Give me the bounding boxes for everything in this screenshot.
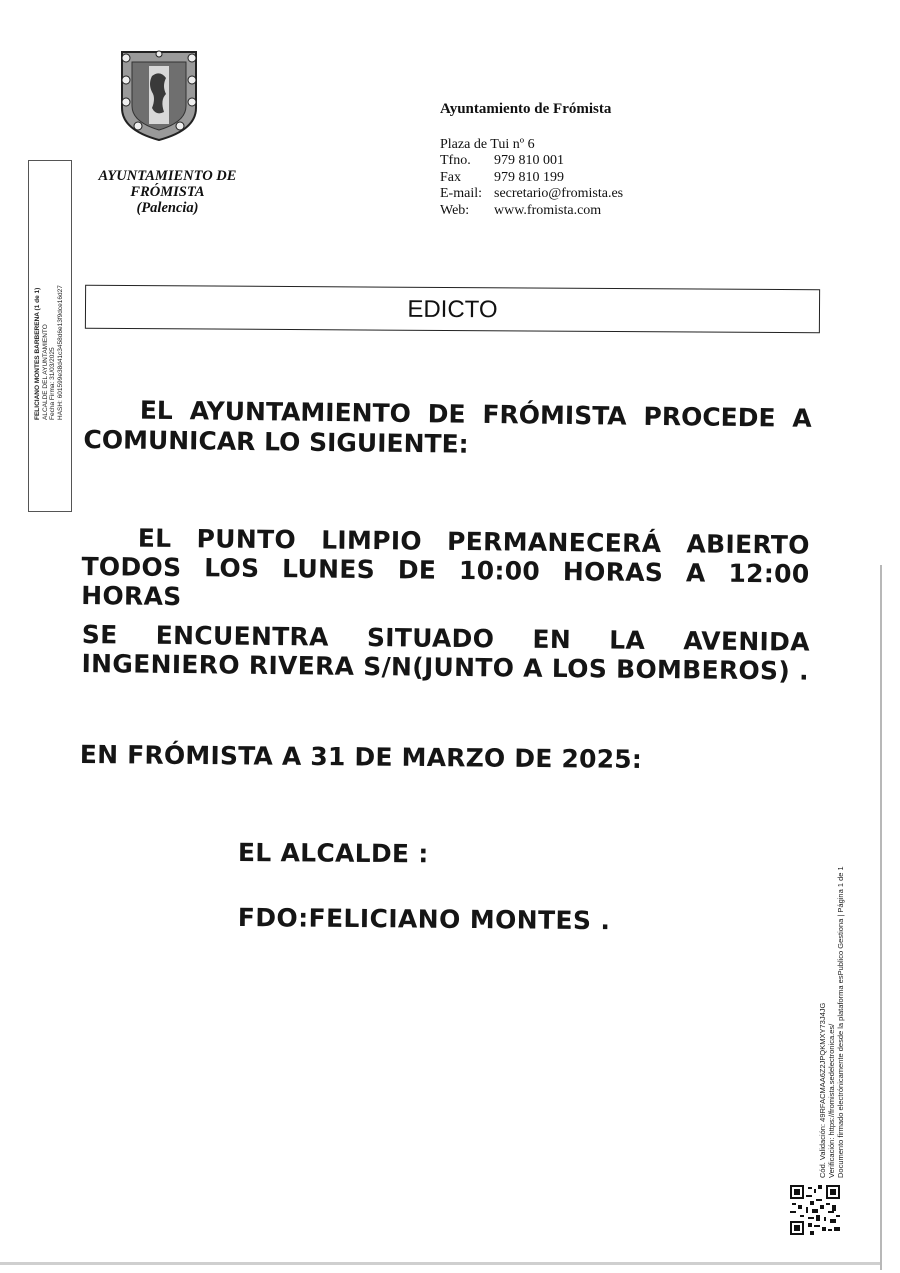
contact-value: 979 810 001 xyxy=(494,153,564,168)
contact-label: Tfno. xyxy=(440,153,471,168)
validation-code: Cód. Validación: 49RFACMAA6Z2JPQKMXY73J4JG xyxy=(818,1002,827,1178)
document-title: EDICTO xyxy=(407,295,498,324)
organization-line3: (Palencia) xyxy=(136,200,199,216)
signature-hash: HASH: 601599e38d41c3458d6e13f9dce16d27 xyxy=(56,285,64,420)
contact-web xyxy=(440,203,623,220)
signer-role: EL ALCALDE : xyxy=(237,838,429,869)
signature-stamp-text xyxy=(34,120,64,420)
opening-hours-paragraph: EL PUNTO LIMPIO PERMANECERÁ ABIERTO TODOS LOS LUNES DE 10:00 HORAS A 12:00 HORAS xyxy=(81,523,810,612)
contact-phone xyxy=(440,153,623,170)
contact-value: 979 810 199 xyxy=(494,169,564,185)
contact-label: Fax xyxy=(440,169,461,185)
contact-email xyxy=(440,186,623,203)
signature-signer: FELICIANO MONTES BARBERENA (1 de 1) xyxy=(34,287,41,420)
contact-address: Plaza de Tui nº 6 xyxy=(440,136,535,152)
contact-value: www.fromista.com xyxy=(494,202,602,218)
location-paragraph: SE ENCUENTRA SITUADO EN LA AVENIDA INGENIERO RIVERA S/N(JUNTO A LOS BOMBEROS) . xyxy=(81,620,810,686)
document-title-box xyxy=(85,285,820,333)
organization-line2: FRÓMISTA xyxy=(130,184,205,200)
contact-block xyxy=(440,101,623,219)
signer-name: FDO:FELICIANO MONTES . xyxy=(237,903,611,936)
organization-name xyxy=(80,168,255,216)
organization-line1: AYUNTAMIENTO DE xyxy=(98,168,237,184)
contact-label: E-mail: xyxy=(440,186,482,201)
verification-text xyxy=(818,758,845,1178)
signature-platform-note: Documento firmado electrónicamente desde la plataforma esPublico Gestiona | Página 1 de 1 xyxy=(836,866,845,1178)
scan-edge xyxy=(0,1262,880,1265)
verification-url: Verificación: https://fromista.sedelectronica.es/ xyxy=(827,1023,836,1178)
coat-of-arms-icon xyxy=(116,46,202,144)
signature-date: Fecha Firma: 31/03/2025 xyxy=(49,347,56,420)
date-line: EN FRÓMISTA A 31 DE MARZO DE 2025: xyxy=(79,740,643,774)
scan-edge xyxy=(880,565,882,1270)
contact-fax xyxy=(440,170,623,187)
qr-code-icon xyxy=(790,1185,840,1235)
contact-label: Web: xyxy=(440,202,470,218)
announcement-paragraph: EL AYUNTAMIENTO DE FRÓMISTA PROCEDE A COMUNICAR LO SIGUIENTE: xyxy=(83,395,812,459)
contact-value: secretario@fromista.es xyxy=(494,186,624,201)
contact-heading: Ayuntamiento de Frómista xyxy=(440,101,612,117)
signature-position: ALCALDE DEL AYUNTAMIENTO xyxy=(41,324,49,420)
